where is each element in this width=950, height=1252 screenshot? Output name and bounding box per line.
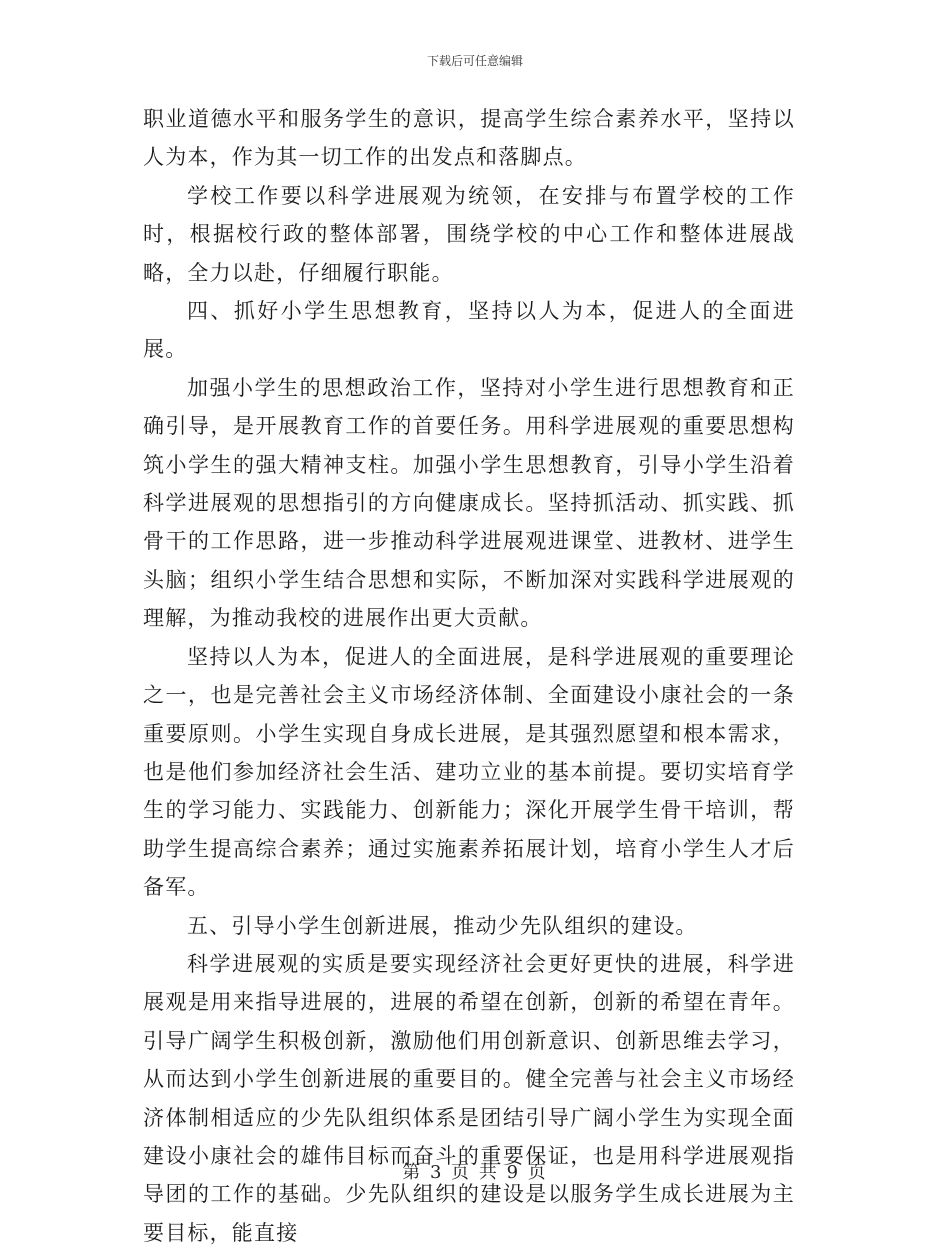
section-heading: 五、引导小学生创新进展，推动少先队组织的建设。 <box>187 913 698 938</box>
paragraph: 加强小学生的思想政治工作，坚持对小学生进行思想教育和正确引导，是开展教育工作的首要任务。用科学进展观的重要思想构筑小学生的强大精神支柱。加强小学生思想教育，引导小学生沿着科学进展观的思想指引的方向健康成长。坚持抓活动、抓实践、抓骨干的工作思路，进一步推动科学进展观进课堂、进教材、进学生头脑；组织小学生结合思想和实际，不断加深对实践科学进展观的理解，为推动我校的进展作出更大贡献。 <box>143 375 795 631</box>
paragraph: 职业道德水平和服务学生的意识，提高学生综合素养水平，坚持以人为本，作为其一切工作的出发点和落脚点。 <box>143 107 795 170</box>
page-number-footer: 第 3 页 共 9 页 <box>402 1162 548 1183</box>
paragraph: 坚持以人为本，促进人的全面进展，是科学进展观的重要理论之一，也是完善社会主义市场经济体制、全面建设小康社会的一条重要原则。小学生实现自身成长进展，是其强烈愿望和根本需求，也是他们参加经济社会生活、建功立业的基本前提。要切实培育学生的学习能力、实践能力、创新能力；深化开展学生骨干培训，帮助学生提高综合素养；通过实施素养拓展计划，培育小学生人才后备军。 <box>143 644 795 900</box>
paragraph: 学校工作要以科学进展观为统领，在安排与布置学校的工作时，根据校行政的整体部署，围绕学校的中心工作和整体进展战略，全力以赴，仔细履行职能。 <box>143 183 795 285</box>
document-body <box>143 100 795 1252</box>
page-header: 下载后可任意编辑 <box>426 54 523 68</box>
paragraph: 科学进展观的实质是要实现经济社会更好更快的进展，科学进展观是用来指导进展的，进展的希望在创新，创新的希望在青年。引导广阔学生积极创新，激励他们用创新意识、创新思维去学习，从而达到小学生创新进展的重要目的。健全完善与社会主义市场经济体制相适应的少先队组织体系是团结引导广阔小学生为实现全面建设小康社会的雄伟目标而奋斗的重要保证，也是用科学进展观指导团的工作的基础。少先队组织的建设是以服务学生成长进展为主要目标，能直接 <box>143 951 795 1245</box>
section-heading: 四、抓好小学生思想教育，坚持以人为本，促进人的全面进展。 <box>143 299 795 362</box>
